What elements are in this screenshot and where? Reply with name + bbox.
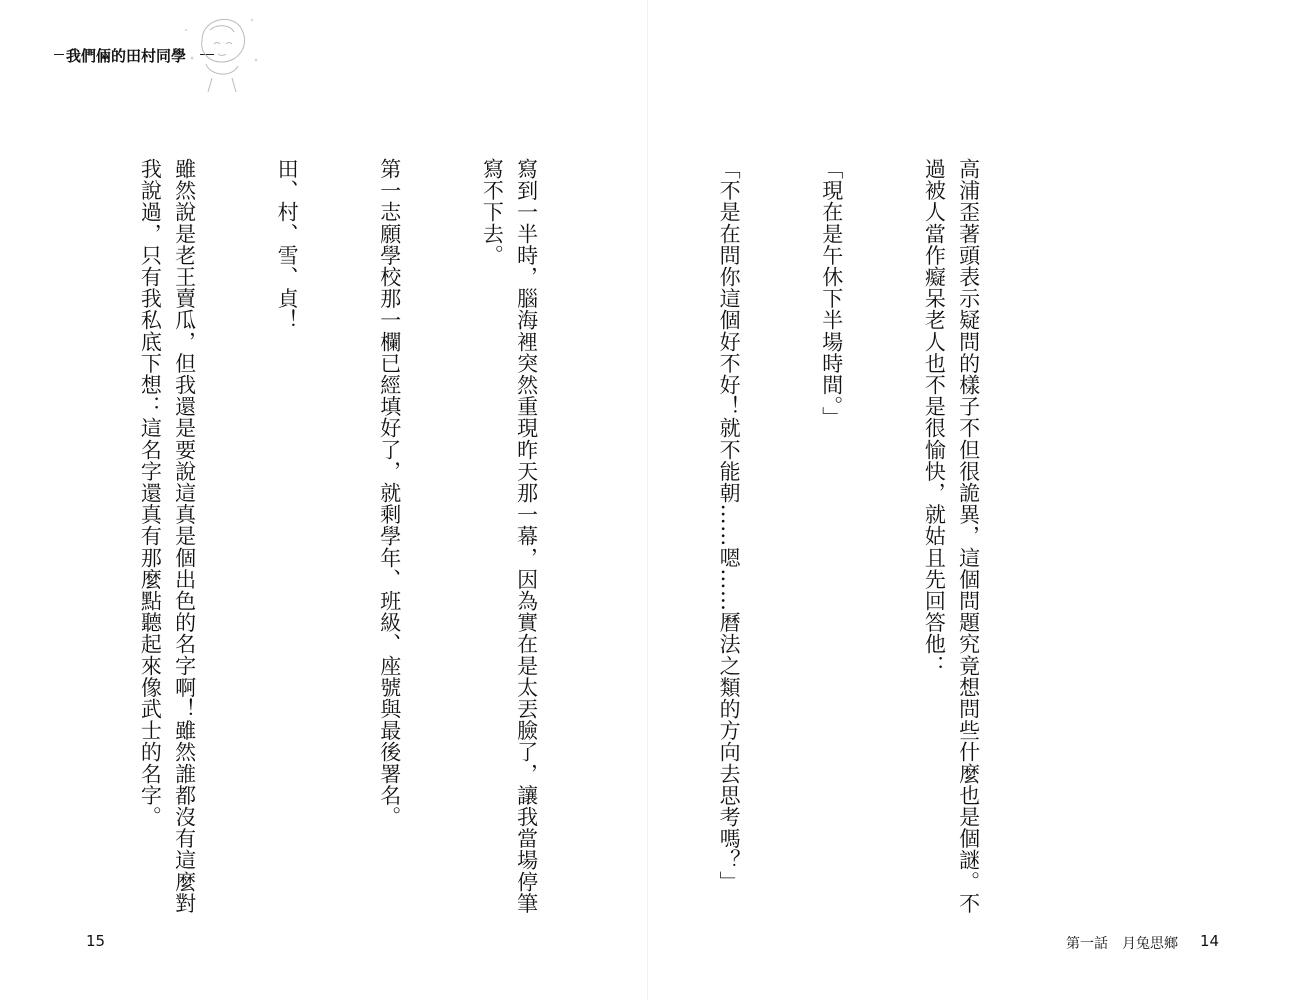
header-illustration (172, 0, 272, 96)
paragraph: 「現在是午休下半場時間。」 (819, 158, 844, 429)
chapter-label: 第一話 月兔思鄉 (1066, 936, 1178, 952)
series-title: 我們倆的田村同學 (66, 47, 187, 65)
paragraph: 寫到一半時，腦海裡突然重現昨天那一幕，因為實在是太丟臉了，讓我當場停筆寫不下去。 (480, 158, 539, 914)
page-number-right: 14 (1200, 932, 1220, 950)
right-page-body (712, 158, 1054, 928)
header-rule-left (54, 54, 64, 55)
paragraph: 「不是在問你這個好不好！就不能朝……嗯……曆法之類的方向去思考嗎？」 (717, 158, 742, 893)
page-number-left: 15 (86, 932, 106, 950)
left-page-body (90, 158, 612, 928)
paragraph: 高浦歪著頭表示疑問的樣子不但很詭異，這個問題究竟想問些什麼也是個謎。不過被人當作癡呆老人也不是很愉快，就姑且先回答他： (922, 158, 981, 914)
paragraph: 田、村、雪、貞！ (275, 158, 300, 331)
paragraph: 第一志願學校那一欄已經填好了，就剩學年、班級、座號與最後署名。 (377, 158, 402, 828)
paragraph: 雖然說是老王賣瓜，但我還是要說這真是個出色的名字啊！雖然誰都沒有這麼對我說過，只有我私底下想：這名字還真有那麼點聽起來像武士的名字。 (138, 158, 197, 914)
